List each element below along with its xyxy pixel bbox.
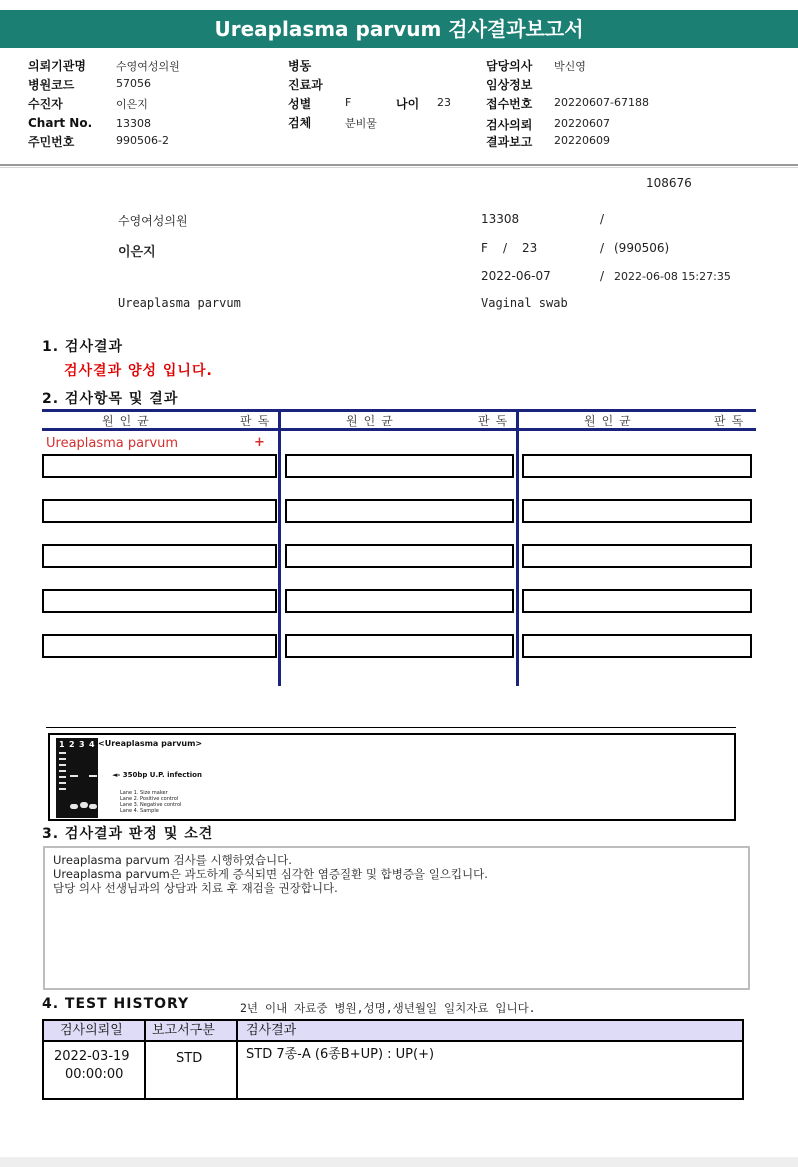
history-note: 2년 이내 자료중 병원,성명,생년월일 일치자료 입니다.: [240, 1001, 536, 1015]
summary-report-datetime: 2022-06-08 15:27:35: [614, 270, 731, 283]
result-cell: [285, 589, 514, 613]
chart-no-label: Chart No.: [28, 116, 93, 130]
resident-no-value: 990506-2: [116, 134, 169, 147]
col2-judgement-header: 판독: [478, 414, 514, 428]
ladder-band: [59, 752, 66, 754]
summary-sep-1: /: [600, 212, 605, 226]
result-cell: [285, 499, 514, 523]
result-cell: [42, 634, 277, 658]
primer-dimer: [80, 802, 88, 808]
clinic-value: 수영여성의원: [116, 60, 180, 73]
age-value: 23: [437, 96, 451, 109]
age-label: 나이: [396, 97, 420, 111]
request-date-label: 검사의뢰: [486, 118, 533, 132]
summary-test-name: Ureaplasma parvum: [118, 296, 241, 310]
organism-name: Ureaplasma parvum: [46, 436, 179, 451]
opinion-line: 담당 의사 선생님과의 상담과 치료 후 재검을 권장합니다.: [53, 881, 338, 895]
summary-patient-name: 이은지: [118, 245, 156, 260]
report-date-label: 결과보고: [486, 135, 533, 149]
patient-value: 이은지: [116, 98, 148, 111]
history-col-divider: [144, 1021, 146, 1098]
history-col-divider: [236, 1021, 238, 1098]
result-cell: [522, 499, 752, 523]
request-date-value: 20220607: [554, 117, 610, 130]
summary-clinic: 수영여성의원: [118, 214, 188, 228]
result-cell: [42, 454, 277, 478]
section-3-title: 3. 검사결과 판정 및 소견: [42, 826, 214, 842]
gel-top-rule: [46, 727, 736, 728]
header-divider: [0, 164, 798, 166]
grid-divider-2: [516, 409, 519, 686]
history-col-date: 검사의뢰일: [60, 1023, 123, 1038]
gel-electrophoresis-figure: [48, 733, 736, 821]
primer-dimer: [89, 804, 97, 809]
opinion-box: [43, 846, 750, 990]
section-1-title: 1. 검사결과: [42, 339, 124, 355]
gel-arrow-label: ◄- 350bp U.P. infection: [112, 771, 202, 779]
hospital-code-value: 57056: [116, 77, 151, 90]
col1-pathogen-header: 원인균: [102, 414, 155, 428]
chart-no-value: 13308: [116, 117, 151, 130]
specimen-value: 분비물: [345, 117, 377, 130]
clinical-info-label: 임상정보: [486, 78, 533, 92]
id-number: 108676: [646, 176, 692, 190]
ladder-band: [59, 758, 66, 760]
result-cell: [285, 454, 514, 478]
lane-number: 3: [79, 740, 85, 749]
ladder-band: [59, 788, 66, 790]
doctor-value: 박신영: [554, 60, 586, 73]
sample-band: [89, 775, 97, 777]
history-row-type: STD: [176, 1051, 203, 1066]
ward-label: 병동: [288, 59, 312, 73]
footer-band: [0, 1157, 798, 1167]
summary-chart-no: 13308: [481, 212, 520, 226]
report-title: Ureaplasma parvum 검사결과보고서: [0, 10, 798, 48]
positive-result-text: 검사결과 양성 입니다.: [64, 363, 213, 379]
lane-number: 1: [59, 740, 65, 749]
resident-no-label: 주민번호: [28, 135, 75, 149]
summary-request-date: 2022-06-07: [481, 269, 551, 283]
history-table: [42, 1019, 744, 1100]
result-cell: [522, 544, 752, 568]
specimen-label: 검체: [288, 116, 312, 130]
section-2-title: 2. 검사항목 및 결과: [42, 391, 179, 407]
dept-label: 진료과: [288, 78, 323, 92]
result-cell: [522, 589, 752, 613]
history-col-type: 보고서구분: [152, 1023, 215, 1038]
history-table-header: [44, 1021, 742, 1042]
opinion-line: Ureaplasma parvum은 과도하게 증식되면 심각한 염증질환 및 합병증을 일으킵니다.: [53, 867, 488, 881]
result-cell: [42, 544, 277, 568]
col3-judgement-header: 판독: [714, 414, 750, 428]
gel-title: <Ureaplasma parvum>: [98, 739, 203, 748]
summary-age: 23: [522, 241, 538, 255]
hospital-code-label: 병원코드: [28, 78, 75, 92]
result-cell: [522, 454, 752, 478]
summary-sep-2: /: [503, 241, 508, 255]
lane-legend: Lane 4. Sample: [120, 808, 159, 814]
gel-image: [56, 738, 98, 818]
summary-specimen: Vaginal swab: [481, 296, 568, 310]
lane-legend: Lane 2. Positive control: [120, 796, 179, 802]
summary-sep-3: /: [600, 241, 605, 255]
ladder-band: [59, 764, 66, 766]
history-col-result: 검사결과: [246, 1023, 297, 1038]
result-cell: [285, 634, 514, 658]
result-cell: [42, 499, 277, 523]
opinion-line: Ureaplasma parvum 검사를 시행하였습니다.: [53, 853, 292, 867]
lane-number: 2: [69, 740, 75, 749]
grid-divider-1: [278, 409, 281, 686]
col1-judgement-header: 판독: [240, 414, 276, 428]
positive-band: [70, 775, 78, 777]
result-cell: [522, 634, 752, 658]
clinic-label: 의뢰기관명: [28, 59, 86, 73]
report-date-value: 20220609: [554, 134, 610, 147]
result-cell: [285, 544, 514, 568]
col3-pathogen-header: 원인균: [584, 414, 637, 428]
ladder-band: [59, 782, 66, 784]
ladder-band: [59, 776, 66, 778]
receipt-no-value: 20220607-67188: [554, 96, 649, 109]
organism-result: +: [254, 435, 265, 450]
col2-pathogen-header: 원인균: [346, 414, 399, 428]
summary-birth: (990506): [614, 241, 670, 255]
sex-value: F: [345, 96, 352, 109]
primer-dimer: [70, 804, 78, 809]
receipt-no-label: 접수번호: [486, 97, 533, 111]
summary-sep-4: /: [600, 269, 605, 283]
result-cell: [42, 589, 277, 613]
history-row-date: 2022-03-19: [54, 1049, 130, 1064]
summary-sex: F: [481, 241, 488, 255]
history-row-result: STD 7종-A (6종B+UP) : UP(+): [246, 1047, 435, 1062]
history-row-time: 00:00:00: [65, 1067, 124, 1082]
lane-legend: Lane 1. Size maker: [120, 790, 168, 796]
sex-label: 성별: [288, 97, 312, 111]
doctor-label: 담당의사: [486, 59, 533, 73]
lane-legend: Lane 3. Negative control: [120, 802, 182, 808]
lane-number: 4: [89, 740, 95, 749]
patient-label: 수진자: [28, 97, 63, 111]
header-divider-light: [0, 167, 798, 168]
ladder-band: [59, 770, 66, 772]
section-4-title: 4. TEST HISTORY: [42, 996, 190, 1012]
